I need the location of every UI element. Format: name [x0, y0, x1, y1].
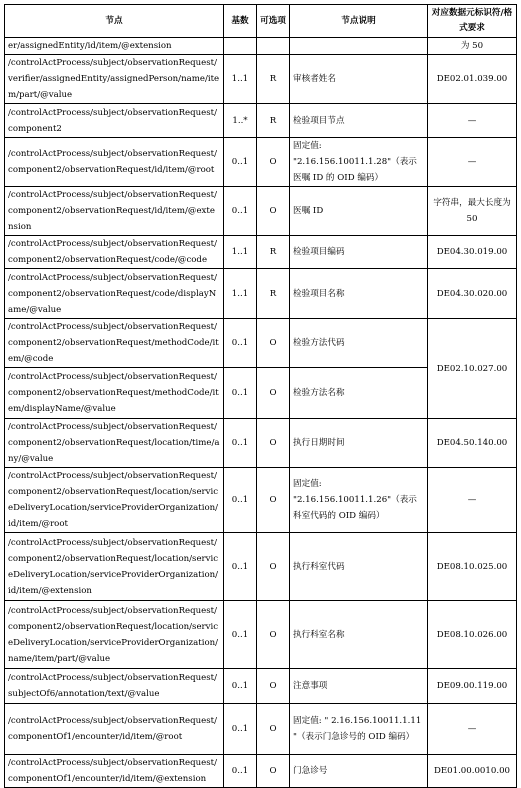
- description-cell: 执行日期时间: [290, 419, 428, 468]
- description-cell: 检验方法代码: [290, 319, 428, 368]
- description-cell: 检验项目编码: [290, 236, 428, 269]
- optional-cell: R: [257, 236, 290, 269]
- data-element-cell: 为 50: [428, 38, 517, 55]
- cardinality-cell: 1..1: [224, 236, 257, 269]
- data-element-cell: DE04.30.019.00: [428, 236, 517, 269]
- header-cardinality: 基数: [224, 5, 257, 38]
- description-cell: 固定值: "2.16.156.10011.1.28"（表示医嘱 ID 的 OID 编码）: [290, 138, 428, 187]
- table-row: [5, 468, 517, 533]
- cardinality-cell: 0..1: [224, 138, 257, 187]
- optional-cell: O: [257, 669, 290, 704]
- cardinality-cell: [224, 38, 257, 55]
- node-path-cell: /controlActProcess/subject/observationRequest/component2/observationRequest/location/time/any/@value: [5, 419, 224, 468]
- node-path-cell: /controlActProcess/subject/observationRequest/componentOf1/encounter/id/item/@root: [5, 704, 224, 755]
- table-row: [5, 138, 517, 187]
- header-node: 节点: [5, 5, 224, 38]
- description-cell: 执行科室代码: [290, 533, 428, 601]
- table-row: [5, 55, 517, 104]
- cardinality-cell: 0..1: [224, 187, 257, 236]
- optional-cell: O: [257, 755, 290, 788]
- optional-cell: R: [257, 104, 290, 138]
- description-cell: 检验方法名称: [290, 368, 428, 419]
- table-row: [5, 269, 517, 319]
- table-row: [5, 669, 517, 704]
- node-path-cell: /controlActProcess/subject/observationRequest/component2/observationRequest/code/displayName/@value: [5, 269, 224, 319]
- table-row: [5, 601, 517, 669]
- data-element-cell: —: [428, 468, 517, 533]
- header-description: 节点说明: [290, 5, 428, 38]
- table-row: [5, 755, 517, 788]
- cardinality-cell: 0..1: [224, 468, 257, 533]
- optional-cell: R: [257, 55, 290, 104]
- data-element-cell: —: [428, 704, 517, 755]
- table-row: [5, 533, 517, 601]
- node-path-cell: /controlActProcess/subject/observationRequest/component2: [5, 104, 224, 138]
- optional-cell: O: [257, 138, 290, 187]
- optional-cell: O: [257, 319, 290, 368]
- optional-cell: O: [257, 704, 290, 755]
- cardinality-cell: 1..1: [224, 269, 257, 319]
- description-cell: 固定值: "2.16.156.10011.1.26"（表示科室代码的 OID 编码）: [290, 468, 428, 533]
- cardinality-cell: 0..1: [224, 669, 257, 704]
- node-path-cell: /controlActProcess/subject/observationRequest/component2/observationRequest/location/serviceDeliveryLocation/serviceProviderOrganization/name/item/part/@value: [5, 601, 224, 669]
- description-cell: 固定值: " 2.16.156.10011.1.11 "（表示门急诊号的 OID 编码）: [290, 704, 428, 755]
- table-row: [5, 704, 517, 755]
- node-path-cell: /controlActProcess/subject/observationRequest/component2/observationRequest/id/item/@root: [5, 138, 224, 187]
- optional-cell: O: [257, 419, 290, 468]
- description-cell: 执行科室名称: [290, 601, 428, 669]
- optional-cell: O: [257, 533, 290, 601]
- table-row: [5, 38, 517, 55]
- header-row: [5, 5, 517, 38]
- data-element-cell: —: [428, 138, 517, 187]
- description-cell: 审核者姓名: [290, 55, 428, 104]
- table-row: [5, 104, 517, 138]
- cardinality-cell: 0..1: [224, 533, 257, 601]
- node-path-cell: /controlActProcess/subject/observationRequest/subjectOf6/annotation/text/@value: [5, 669, 224, 704]
- header-data-element: 对应数据元标识符/格式要求: [428, 5, 517, 38]
- description-cell: 检验项目名称: [290, 269, 428, 319]
- node-path-cell: er/assignedEntity/id/item/@extension: [5, 38, 224, 55]
- optional-cell: O: [257, 468, 290, 533]
- cardinality-cell: 1..1: [224, 55, 257, 104]
- cardinality-cell: 0..1: [224, 704, 257, 755]
- optional-cell: O: [257, 187, 290, 236]
- data-element-cell: DE02.01.039.00: [428, 55, 517, 104]
- data-element-cell: DE08.10.025.00: [428, 533, 517, 601]
- node-path-cell: /controlActProcess/subject/observationRequest/component2/observationRequest/code/@code: [5, 236, 224, 269]
- description-cell: 注意事项: [290, 669, 428, 704]
- table-row: [5, 236, 517, 269]
- data-element-cell: —: [428, 104, 517, 138]
- optional-cell: R: [257, 269, 290, 319]
- node-path-cell: /controlActProcess/subject/observationRequest/componentOf1/encounter/id/item/@extension: [5, 755, 224, 788]
- node-path-cell: /controlActProcess/subject/observationRequest/component2/observationRequest/id/item/@extension: [5, 187, 224, 236]
- cardinality-cell: 0..1: [224, 368, 257, 419]
- spec-table: [4, 4, 517, 788]
- node-path-cell: /controlActProcess/subject/observationRequest/verifier/assignedEntity/assignedPerson/name/item/part/@value: [5, 55, 224, 104]
- node-path-cell: /controlActProcess/subject/observationRequest/component2/observationRequest/methodCode/item/displayName/@value: [5, 368, 224, 419]
- cardinality-cell: 0..1: [224, 755, 257, 788]
- cardinality-cell: 0..1: [224, 319, 257, 368]
- data-element-cell: DE09.00.119.00: [428, 669, 517, 704]
- data-element-cell: DE08.10.026.00: [428, 601, 517, 669]
- header-optional: 可选项: [257, 5, 290, 38]
- cardinality-cell: 0..1: [224, 601, 257, 669]
- cardinality-cell: 1..*: [224, 104, 257, 138]
- data-element-cell: DE04.30.020.00: [428, 269, 517, 319]
- cardinality-cell: 0..1: [224, 419, 257, 468]
- node-path-cell: /controlActProcess/subject/observationRequest/component2/observationRequest/methodCode/item/@code: [5, 319, 224, 368]
- description-cell: 医嘱 ID: [290, 187, 428, 236]
- optional-cell: O: [257, 601, 290, 669]
- data-element-cell: DE01.00.0010.00: [428, 755, 517, 788]
- description-cell: 检验项目节点: [290, 104, 428, 138]
- table-row: [5, 419, 517, 468]
- optional-cell: O: [257, 368, 290, 419]
- description-cell: [290, 38, 428, 55]
- description-cell: 门急诊号: [290, 755, 428, 788]
- optional-cell: [257, 38, 290, 55]
- table-row: [5, 187, 517, 236]
- table-row: [5, 319, 517, 368]
- data-element-cell: DE02.10.027.00: [428, 319, 517, 419]
- data-element-cell: 字符串，最大长度为 50: [428, 187, 517, 236]
- node-path-cell: /controlActProcess/subject/observationRequest/component2/observationRequest/location/serviceDeliveryLocation/serviceProviderOrganization/id/item/@root: [5, 468, 224, 533]
- node-path-cell: /controlActProcess/subject/observationRequest/component2/observationRequest/location/serviceDeliveryLocation/serviceProviderOrganization/id/item/@extension: [5, 533, 224, 601]
- data-element-cell: DE04.50.140.00: [428, 419, 517, 468]
